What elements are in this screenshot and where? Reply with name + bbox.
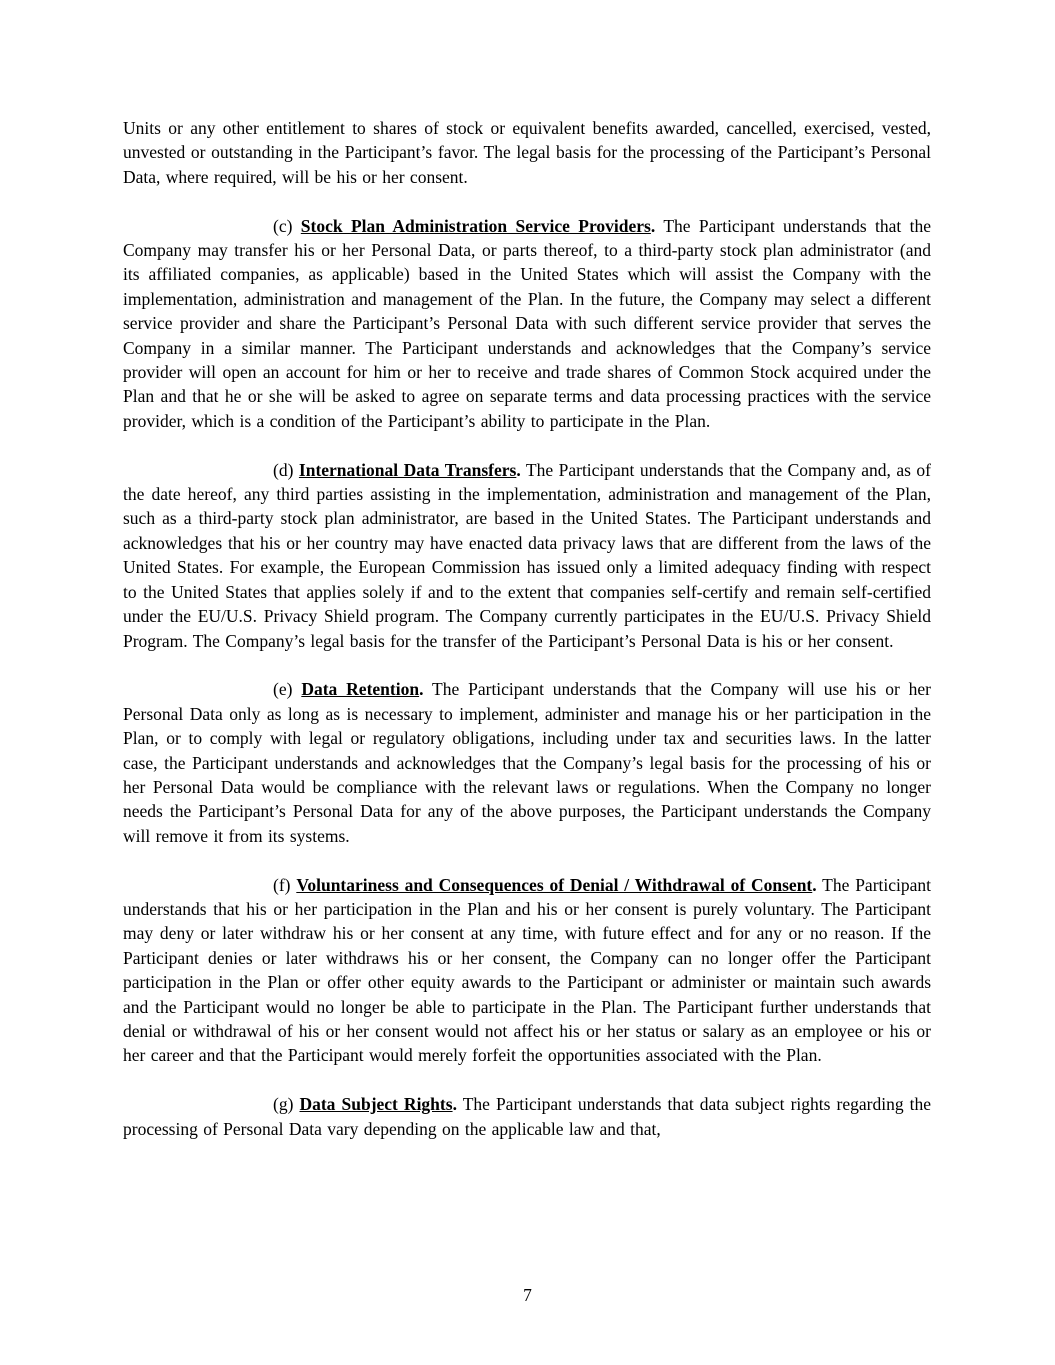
paragraph-label: (c) — [273, 215, 301, 236]
paragraph-label: (d) — [273, 459, 299, 480]
heading-period: . — [452, 1094, 457, 1115]
paragraph-text: The Participant understands that the Company will use his or her Personal Data only as long as is necessary to implement, administer and manage his or her participation in the Plan, or to comply with legal or regulatory obligations, including under tax and securities laws. In the latter case, the Participant understands and acknowledges that the Company’s legal basis for the processing of his or her Personal Data would be compliance with the relevant laws or regulations. When the Company no longer needs the Participant’s Personal Data for any of the above purposes, the Participant understands the Company will remove it from its systems. — [123, 679, 932, 846]
paragraph — [123, 873, 931, 1068]
paragraph-heading: Voluntariness and Consequences of Denial / Withdrawal of Consent — [296, 874, 813, 895]
heading-period: . — [812, 874, 817, 895]
paragraph — [123, 1092, 931, 1141]
paragraph-heading: Data Subject Rights — [299, 1094, 453, 1115]
paragraph-text: The Participant understands that the Company may transfer his or her Personal Data, or parts thereof, to a third-party stock plan administrator (and its affiliated companies, as applicable) based in the United States which will assist the Company with the implementation, administration and management of the Plan. In the future, the Company may select a different service provider and share the Participant’s Personal Data with such different service provider that serves the Company in a similar manner. The Participant understands and acknowledges that the Company’s service provider will open an account for him or her to receive and trade shares of Common Stock acquired under the Plan and that he or she will be asked to agree on separate terms and data processing practices with the service provider, which is a condition of the Participant’s ability to participate in the Plan. — [123, 215, 932, 431]
paragraph-heading: Stock Plan Administration Service Providers — [300, 215, 651, 236]
document-body — [123, 116, 931, 1141]
heading-period: . — [516, 459, 521, 480]
paragraph — [123, 116, 931, 189]
paragraph-text: The Participant understands that data subject rights regarding the processing of Personal Data vary depending on the applicable law and that, — [123, 1094, 931, 1139]
paragraph-heading-group — [273, 875, 817, 895]
paragraph-heading-group — [273, 679, 423, 699]
paragraph — [123, 458, 931, 653]
paragraph-label: (e) — [273, 679, 302, 700]
paragraph-heading-group — [273, 460, 521, 480]
paragraph — [123, 677, 931, 848]
paragraph-heading: International Data Transfers — [298, 459, 517, 480]
page-number: 7 — [523, 1284, 532, 1305]
paragraph-text: The Participant understands that his or her participation in the Plan and his or her consent is purely voluntary. The Participant may deny or later withdraw his or her consent at any time, with future effect and for any or no reason. If the Participant denies or later withdraws his or her consent, the Company can no longer offer the Participant participation in the Plan or offer other equity awards to the Participant or administer or maintain such awards and the Participant would no longer be able to participate in the Plan. The Participant further understands that denial or withdrawal of his or her consent would not affect his or her status or salary as an employee or his or her career and that the Participant would merely forfeit the opportunities associated with the Plan. — [123, 874, 931, 1066]
heading-period: . — [419, 679, 424, 700]
paragraph-heading-group — [273, 216, 655, 236]
paragraph-text: The Participant understands that the Company and, as of the date hereof, any third parties assisting in the implementation, administration and management of the Plan, such as a third-party stock plan administrator, are based in the United States. The Participant understands and acknowledges that his or her country may have enacted data privacy laws that are different from the laws of the United States. For example, the European Commission has issued only a limited adequacy finding with respect to the United States that applies solely if and to the extent that companies self-certify and remain self-certified under the EU/U.S. Privacy Shield program. The Company currently participates in the EU/U.S. Privacy Shield Program. The Company’s legal basis for the transfer of the Participant’s Personal Data is his or her consent. — [123, 459, 931, 651]
paragraph-label: (f) — [273, 874, 297, 895]
paragraph-text: Units or any other entitlement to shares of stock or equivalent benefits awarded, cancelled, exercised, vested, unvested or outstanding in the Participant’s favor. The legal basis for the processing of the Participant’s Personal Data, where required, will be his or her consent. — [123, 118, 931, 187]
paragraph-label: (g) — [273, 1094, 300, 1115]
paragraph-heading-group — [273, 1094, 457, 1114]
paragraph-heading: Data Retention — [301, 679, 420, 700]
paragraph — [123, 214, 931, 434]
heading-period: . — [650, 215, 656, 236]
